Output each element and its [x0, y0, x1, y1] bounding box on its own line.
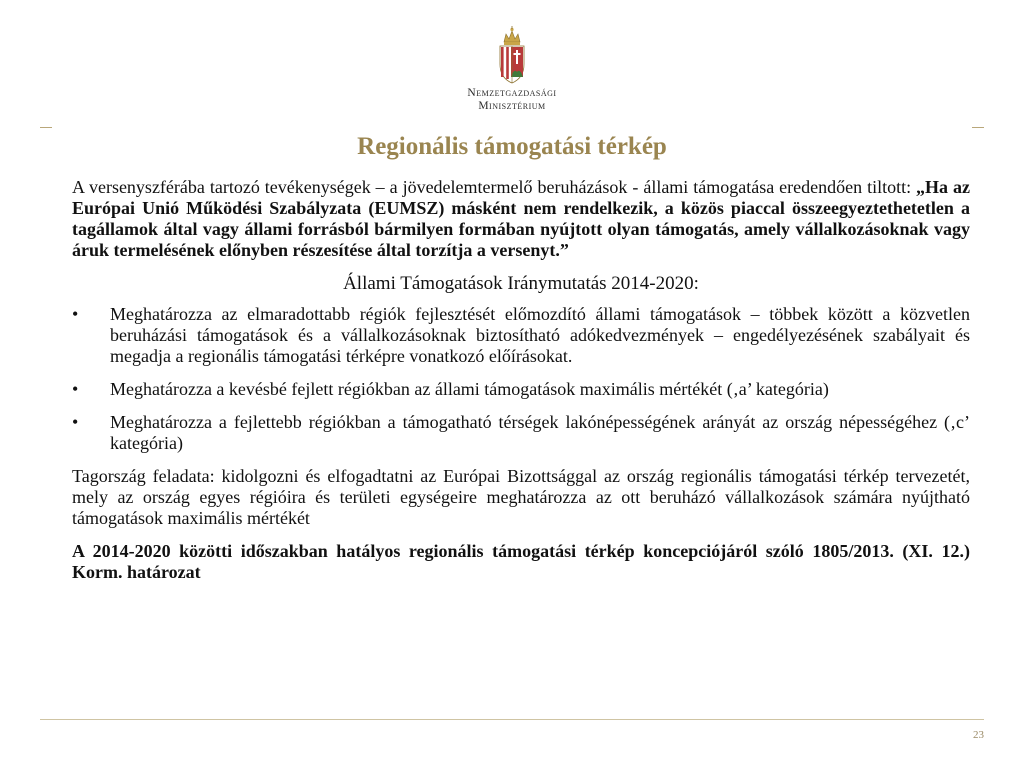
slide-title: Regionális támogatási térkép — [357, 133, 667, 160]
guideline-heading: Állami Támogatások Iránymutatás 2014-2020: — [343, 273, 699, 294]
intro-quote: „Ha az Európai Unió Működési Szabályzata (EUMSZ) másként nem rendelkezik, a közös piaccal összeegyeztethetetlen a tagállamok által vagy állami forrásból bármilyen formában nyújtott olyan támogatás, amely vállalkozásoknak vagy áruk termelésének előnyben részesítése által torzítja a versenyt.” — [72, 177, 970, 260]
bullet-icon: • — [72, 412, 79, 432]
guideline-list — [72, 304, 970, 454]
list-item — [72, 379, 970, 400]
page-number: 23 — [973, 729, 984, 741]
list-item-text: Meghatározza az elmaradottabb régiók fejlesztését előmozdító állami támogatások – többek között a közvetlen beruházási támogatások és a vállalkozásoknak biztosítható adókedvezmények – engedélyezésének szabályait és megadja a regionális támogatási térképre vonatkozó előírásokat. — [110, 304, 970, 366]
list-item-text: Meghatározza a kevésbé fejlett régiókban az állami támogatások maximális mértékét (‚a’ kategória) — [110, 379, 829, 399]
header-rule-right — [972, 127, 984, 128]
footer-divider — [40, 719, 984, 720]
government-decree-reference: A 2014-2020 közötti időszakban hatályos regionális támogatási térkép koncepciójáról szóló 1805/2013. (XI. 12.) Korm. határozat — [72, 541, 970, 582]
hungarian-coat-of-arms-icon — [496, 26, 528, 84]
list-item — [72, 412, 970, 454]
member-state-task-paragraph: Tagország feladata: kidolgozni és elfogadtatni az Európai Bizottsággal az ország regionális támogatási térkép tervezetét, mely az ország egyes régióira és területi egységeire meghatározza az ott beruházó vállalkozások számára nyújtható támogatások maximális mértékét — [72, 466, 970, 528]
intro-paragraph — [72, 177, 970, 261]
ministry-name-line2: Minisztérium — [478, 100, 546, 112]
bullet-icon: • — [72, 304, 79, 324]
slide-body — [72, 177, 970, 583]
list-item-text: Meghatározza a fejlettebb régiókban a támogatható térségek lakónépességének arányát az ország népességéhez (‚c’ kategória) — [110, 412, 970, 453]
bullet-icon: • — [72, 379, 79, 399]
header-rule-left — [40, 127, 52, 128]
slide-header — [0, 0, 1024, 130]
ministry-name-line1: Nemzetgazdasági — [467, 87, 557, 99]
ministry-name — [412, 87, 612, 113]
list-item — [72, 304, 970, 367]
intro-text: A versenyszférába tartozó tevékenységek – a jövedelemtermelő beruházások - állami támogatása eredendően tiltott: — [72, 177, 917, 197]
